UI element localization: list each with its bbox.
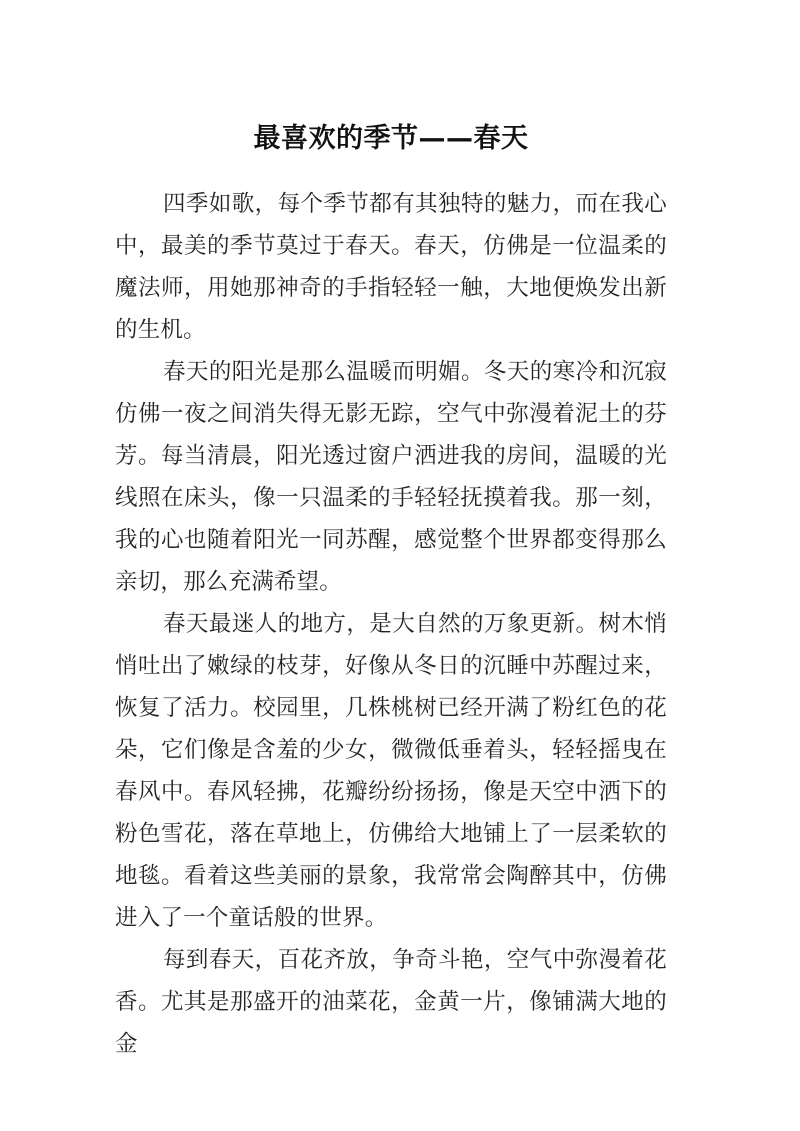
document-body bbox=[115, 156, 667, 1065]
body-paragraph-4: 每到春天，百花齐放，争奇斗艳，空气中弥漫着花香。尤其是那盛开的油菜花，金黄一片，像铺满大地的金 bbox=[115, 947, 667, 1057]
body-paragraph-3: 春天最迷人的地方，是大自然的万象更新。树木悄悄吐出了嫩绿的枝芽，好像从冬日的沉睡中苏醒过来，恢复了活力。校园里，几株桃树已经开满了粉红色的花朵，它们像是含羞的少女，微微低垂着头，轻轻摇曳在春风中。春风轻拂，花瓣纷纷扬扬，像是天空中洒下的粉色雪花，落在草地上，仿佛给大地铺上了一层柔软的地毯。看着这些美丽的景象，我常常会陶醉其中，仿佛进入了一个童话般的世界。 bbox=[115, 611, 667, 931]
body-paragraph-1: 四季如歌，每个季节都有其独特的魅力，而在我心中，最美的季节莫过于春天。春天，仿佛是一位温柔的魔法师，用她那神奇的手指轻轻一触，大地便焕发出新的生机。 bbox=[115, 191, 667, 343]
page-title: 最喜欢的季节——春天 bbox=[253, 123, 529, 154]
document-content bbox=[115, 0, 667, 1065]
body-paragraph-2: 春天的阳光是那么温暖而明媚。冬天的寒冷和沉寂仿佛一夜之间消失得无影无踪，空气中弥漫着泥土的芬芳。每当清晨，阳光透过窗户洒进我的房间，温暖的光线照在床头，像一只温柔的手轻轻抚摸着我。那一刻，我的心也随着阳光一同苏醒，感觉整个世界都变得那么亲切，那么充满希望。 bbox=[115, 359, 667, 595]
